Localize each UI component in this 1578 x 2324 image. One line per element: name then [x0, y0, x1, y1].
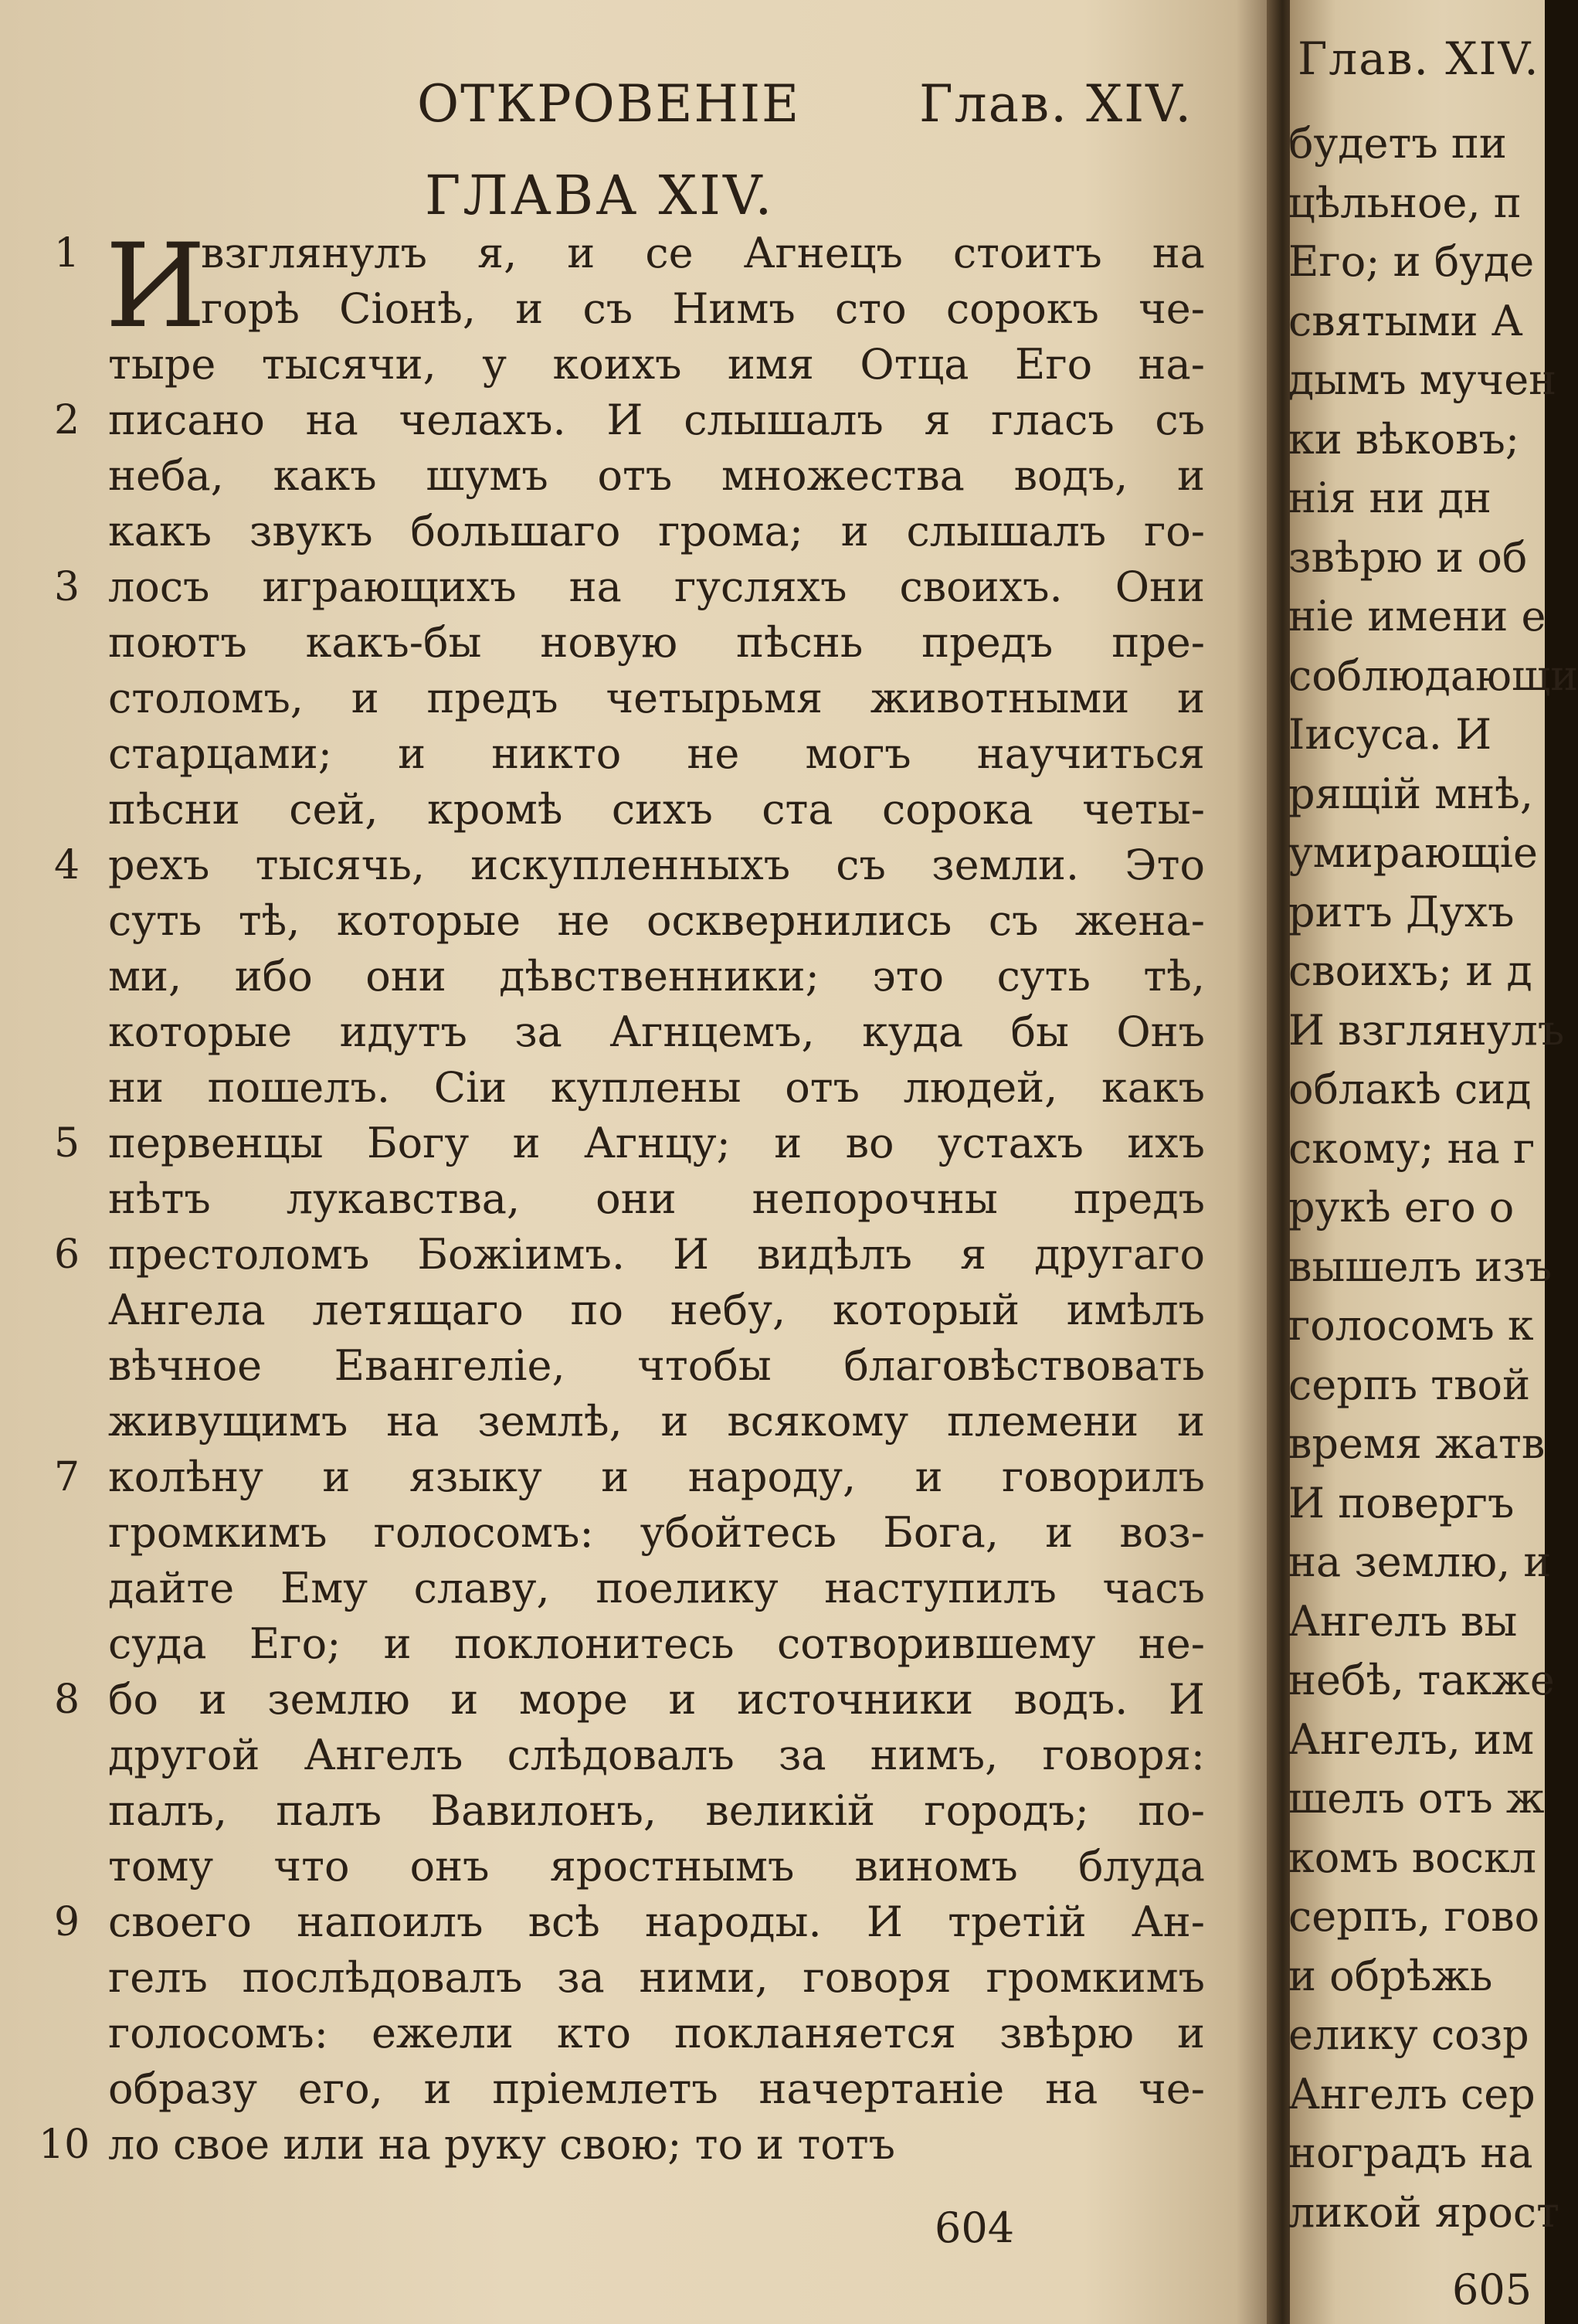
right-text-line: голосомъ к [1288, 1301, 1534, 1350]
text-line: палъ, палъ Вавилонъ, великій городъ; по- [108, 1786, 1205, 1835]
verse-number: 10 [39, 2122, 90, 2168]
right-text-line: Ангелъ, им [1288, 1714, 1535, 1764]
verse-number: 9 [54, 1899, 80, 1945]
drop-cap: И [105, 219, 206, 354]
text-line: другой Ангелъ слѣдовалъ за нимъ, говоря: [108, 1731, 1205, 1779]
right-text-line: и обрѣжь [1288, 1951, 1493, 2000]
right-text-line: цѣльное, п [1288, 178, 1522, 227]
text-line: Ангела летящаго по небу, который имѣлъ [108, 1286, 1205, 1334]
right-text-line: своихъ; и д [1288, 946, 1532, 995]
right-text-line: серпъ твой [1288, 1360, 1531, 1409]
right-text-line: Ангелъ вы [1288, 1596, 1518, 1646]
right-text-line: елику созр [1288, 2010, 1529, 2059]
text-line: бо и землю и море и источники водъ. И [108, 1675, 1205, 1724]
right-text-line: шелъ отъ ж [1288, 1774, 1545, 1823]
text-line: первенцы Богу и Агнцу; и во устахъ ихъ [108, 1119, 1205, 1167]
right-text-line: серпъ, гово [1288, 1892, 1540, 1941]
right-text-line: будетъ пи [1288, 119, 1507, 168]
text-line: рехъ тысячь, искупленныхъ съ земли. Это [108, 841, 1205, 889]
right-text-line: скому; на г [1288, 1123, 1536, 1173]
text-line: старцами; и никто не могъ научиться [108, 729, 1205, 778]
running-head-chapter: Глав. XIV. [919, 74, 1193, 134]
right-text-line: на землю, и [1288, 1537, 1552, 1586]
right-text-line: И повергъ [1288, 1478, 1515, 1527]
text-line: образу его, и пріемлетъ начертаніе на че- [108, 2064, 1205, 2113]
right-text-line: ніе имени е [1288, 592, 1546, 640]
right-text-line: ликой ярост [1288, 2187, 1559, 2237]
right-text-line: ки вѣковъ; [1288, 414, 1520, 464]
text-line: которые идутъ за Агнцемъ, куда бы Онъ [108, 1007, 1205, 1056]
text-line: ни пошелъ. Сіи куплены отъ людей, какъ [108, 1063, 1205, 1112]
running-head-book: ОТКРОВЕНІЕ [417, 74, 801, 134]
right-text-line: звѣрю и об [1288, 532, 1528, 582]
page-number-left: 604 [935, 2203, 1015, 2252]
right-text-line: святыми А [1288, 296, 1523, 345]
text-line: своего напоилъ всѣ народы. И третій Ан- [108, 1898, 1205, 1946]
verse-number: 1 [54, 230, 80, 277]
verse-number: 4 [54, 842, 80, 888]
right-text-line: И взглянулъ [1288, 1005, 1565, 1055]
text-line: громкимъ голосомъ: убойтесь Бога, и воз- [108, 1508, 1205, 1557]
text-line: неба, какъ шумъ отъ множества водъ, и [108, 451, 1205, 500]
text-line: суда Его; и поклонитесь сотворившему не- [108, 1619, 1205, 1668]
right-text-line: Его; и буде [1288, 237, 1535, 286]
text-line: суть тѣ, которые не осквернились съ жена- [108, 896, 1205, 945]
verse-number: 3 [54, 564, 80, 610]
right-text-line: вышелъ изъ [1288, 1242, 1553, 1291]
verse-number: 8 [54, 1677, 80, 1723]
verse-number: 2 [54, 397, 80, 443]
text-line: лосъ играющихъ на гусляхъ своихъ. Они [108, 562, 1205, 611]
right-text-line: комъ воскл [1288, 1833, 1536, 1882]
right-text-line: нія ни дн [1288, 474, 1491, 522]
text-line: живущимъ на землѣ, и всякому племени и [108, 1397, 1205, 1446]
right-text-line: небѣ, также [1288, 1656, 1555, 1704]
text-line: тыре тысячи, у коихъ имя Отца Его на- [108, 340, 1205, 389]
verse-number: 5 [54, 1120, 80, 1167]
text-line: престоломъ Божіимъ. И видѣлъ я другаго [108, 1230, 1205, 1279]
right-text-line: ноградъ на [1288, 2129, 1533, 2177]
right-text-line: облакѣ сид [1288, 1065, 1532, 1113]
right-text-line: рящій мнѣ, [1288, 769, 1533, 818]
text-line: пѣсни сей, кромѣ сихъ ста сорока четы- [108, 785, 1205, 834]
text-line: ми, ибо они дѣвственники; это суть тѣ, [108, 952, 1205, 1001]
right-text-line: умирающіе [1288, 828, 1538, 877]
text-line: тому что онъ яростнымъ виномъ блуда [108, 1842, 1205, 1891]
text-line: взглянулъ я, и се Агнецъ стоитъ на [201, 229, 1205, 277]
text-line: писано на челахъ. И слышалъ я гласъ съ [108, 396, 1205, 444]
right-text-line: соблюдающи [1288, 651, 1578, 700]
right-text-line: ритъ Духъ [1288, 887, 1515, 936]
text-line: ло свое или на руку свою; то и тотъ [108, 2120, 895, 2169]
text-line: вѣчное Евангеліе, чтобы благовѣствовать [108, 1341, 1205, 1390]
text-line: поютъ какъ-бы новую пѣснь предъ пре- [108, 618, 1205, 667]
running-head-right: Глав. XIV. [1298, 32, 1540, 85]
right-text-line: время жатв [1288, 1419, 1546, 1468]
right-text-line: дымъ мучен [1288, 355, 1557, 404]
text-line: гелъ послѣдовалъ за ними, говоря громкимъ [108, 1953, 1205, 2002]
chapter-title: ГЛАВА XIV. [425, 164, 775, 227]
text-line: какъ звукъ большаго грома; и слышалъ го- [108, 507, 1205, 556]
right-text-line: Іисуса. И [1288, 710, 1492, 759]
text-line: голосомъ: ежели кто покланяется звѣрю и [108, 2009, 1205, 2057]
verse-number: 6 [54, 1232, 80, 1278]
text-line: дайте Ему славу, поелику наступилъ часъ [108, 1564, 1205, 1612]
right-text-line: рукѣ его о [1288, 1183, 1515, 1232]
verse-number: 7 [54, 1454, 80, 1500]
right-text-line: Ангелъ сер [1288, 2069, 1536, 2118]
page-number-right: 605 [1452, 2265, 1532, 2314]
text-line: столомъ, и предъ четырьмя животными и [108, 674, 1205, 722]
text-line: колѣну и языку и народу, и говорилъ [108, 1452, 1205, 1501]
text-line: нѣтъ лукавства, они непорочны предъ [108, 1174, 1205, 1223]
text-line: горѣ Сіонѣ, и съ Нимъ сто сорокъ че- [201, 284, 1205, 333]
